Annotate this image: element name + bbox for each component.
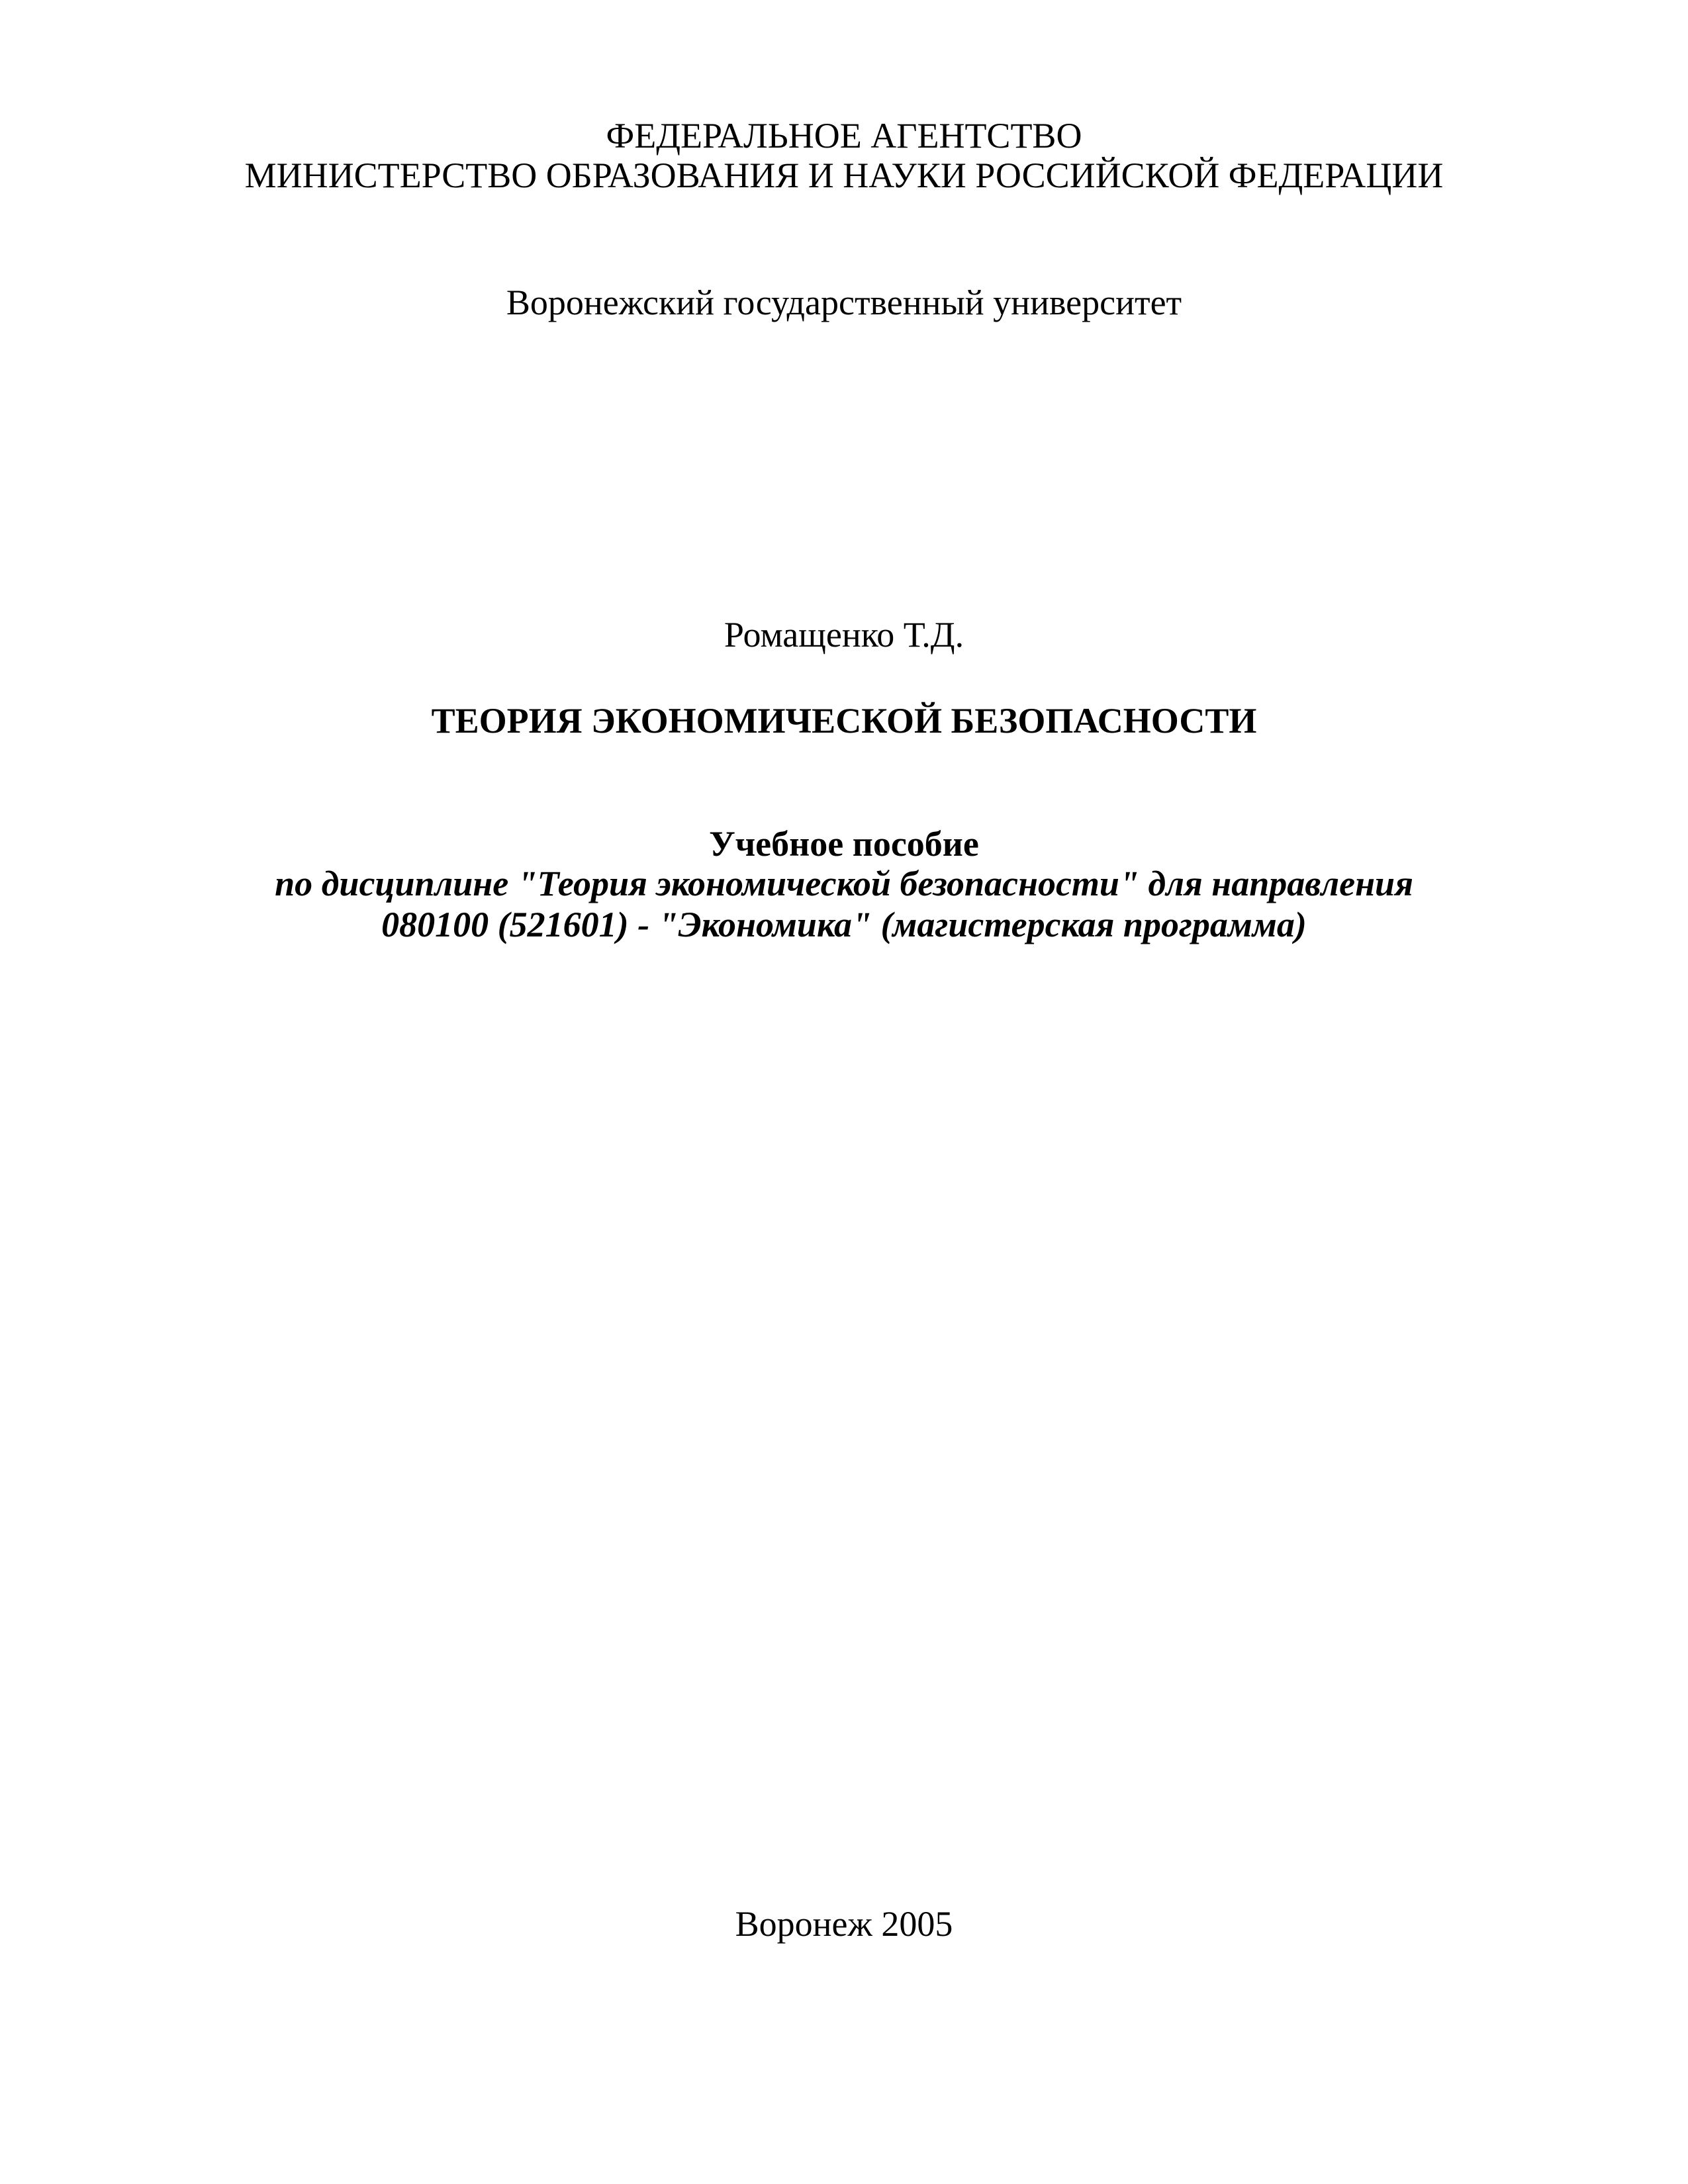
place-and-year: Воронеж 2005 bbox=[735, 1904, 953, 1944]
document-type: Учебное пособие bbox=[709, 824, 979, 864]
ministry-name: МИНИСТЕРСТВО ОБРАЗОВАНИЯ И НАУКИ РОССИЙСКОЙ ФЕДЕРАЦИИ bbox=[244, 156, 1444, 195]
author-name: Ромащенко Т.Д. bbox=[724, 615, 964, 655]
book-title: ТЕОРИЯ ЭКОНОМИЧЕСКОЙ БЕЗОПАСНОСТИ bbox=[431, 701, 1257, 741]
agency-name: ФЕДЕРАЛЬНОЕ АГЕНТСТВО bbox=[606, 116, 1082, 156]
program-description: 080100 (521601) - "Экономика" (магистерская программа) bbox=[381, 905, 1307, 944]
university-name: Воронежский государственный университет bbox=[506, 283, 1182, 322]
discipline-description: по дисциплине "Теория экономической безопасности" для направления bbox=[275, 864, 1413, 903]
